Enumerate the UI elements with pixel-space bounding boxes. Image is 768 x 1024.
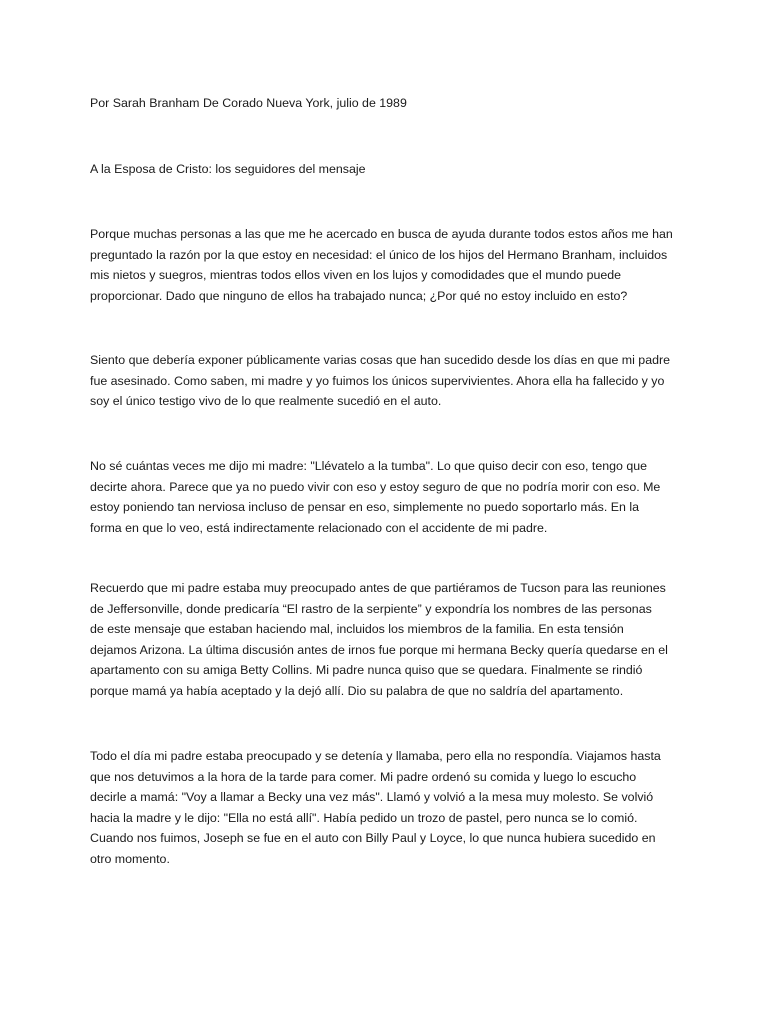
paragraph-line: otro momento.: [90, 851, 170, 866]
paragraph-line: estoy poniendo tan nerviosa incluso de pensar en eso, simplemente no puedo soportarlo más. En la: [90, 500, 639, 514]
paragraph-line: Todo el día mi padre estaba preocupado y se detenía y llamaba, pero ella no respondía. Viajamos hasta: [90, 749, 661, 763]
paragraph-line: Cuando nos fuimos, Joseph se fue en el auto con Billy Paul y Loyce, lo que nunca hubiera sucedido en: [90, 831, 656, 845]
document-byline: Por Sarah Branham De Corado Nueva York, julio de 1989: [90, 96, 407, 110]
paragraph-line: Recuerdo que mi padre estaba muy preocupado antes de que partiéramos de Tucson para las reuniones: [90, 581, 666, 595]
paragraph-line: fue asesinado. Como saben, mi madre y yo fuimos los únicos supervivientes. Ahora ella ha fallecido y yo: [90, 373, 665, 388]
paragraph-1: [90, 224, 690, 306]
paragraph-line: decirte ahora. Parece que ya no puedo vivir con eso y estoy seguro de que no podría morir con eso. Me: [90, 479, 661, 494]
document-salutation: A la Esposa de Cristo: los seguidores del mensaje: [90, 162, 366, 176]
paragraph-line: de este mensaje que estaban haciendo mal, incluidos los miembros de la familia. En esta tensión: [90, 622, 624, 636]
paragraph-line: decirle a mamá: "Voy a llamar a Becky una vez más". Llamó y volvió a la mesa muy molesto. Se volvió: [90, 790, 654, 804]
paragraph-line: forma en que lo veo, está indirectamente relacionado con el accidente de mi padre.: [90, 520, 548, 535]
paragraph-2: [90, 350, 690, 412]
paragraph-line: que nos detuvimos a la hora de la tarde para comer. Mi padre ordenó su comida y luego lo escucho: [90, 769, 637, 784]
paragraph-line: de Jeffersonville, donde predicaría “El rastro de la serpiente” y expondría los nombres de las personas: [90, 601, 652, 616]
paragraph-5: [90, 746, 690, 869]
paragraph-line: soy el único testigo vivo de lo que realmente sucedió en el auto.: [90, 394, 442, 408]
paragraph-line: dejamos Arizona. La última discusión antes de irnos fue porque mi hermana Becky quería quedarse en el: [90, 642, 668, 657]
paragraph-line: No sé cuántas veces me dijo mi madre: "Llévatelo a la tumba". Lo que quiso decir con eso, tengo que: [90, 459, 648, 473]
paragraph-line: preguntado la razón por la que estoy en necesidad: el único de los hijos del Hermano Branham, incluidos: [90, 247, 668, 262]
paragraph-line: apartamento con su amiga Betty Collins. Mi padre nunca quiso que se quedara. Finalmente se rindió: [90, 663, 643, 677]
paragraph-line: porque mamá ya había aceptado y la dejó allí. Dio su palabra de que no saldría del apartamento.: [90, 683, 624, 698]
paragraph-4: [90, 578, 690, 701]
paragraph-line: mis nietos y suegros, mientras todos ellos viven en los lujos y comodidades que el mundo puede: [90, 268, 622, 282]
paragraph-3: [90, 456, 690, 538]
paragraph-line: Porque muchas personas a las que me he acercado en busca de ayuda durante todos estos años me han: [90, 227, 673, 241]
paragraph-line: hacia la madre y le dijo: "Ella no está allí". Había pedido un trozo de pastel, pero nunca se lo comió.: [90, 810, 638, 825]
paragraph-line: proporcionar. Dado que ninguno de ellos ha trabajado nunca; ¿Por qué no estoy incluido en esto?: [90, 288, 628, 303]
paragraph-line: Siento que debería exponer públicamente varias cosas que han sucedido desde los días en que mi padre: [90, 353, 670, 367]
